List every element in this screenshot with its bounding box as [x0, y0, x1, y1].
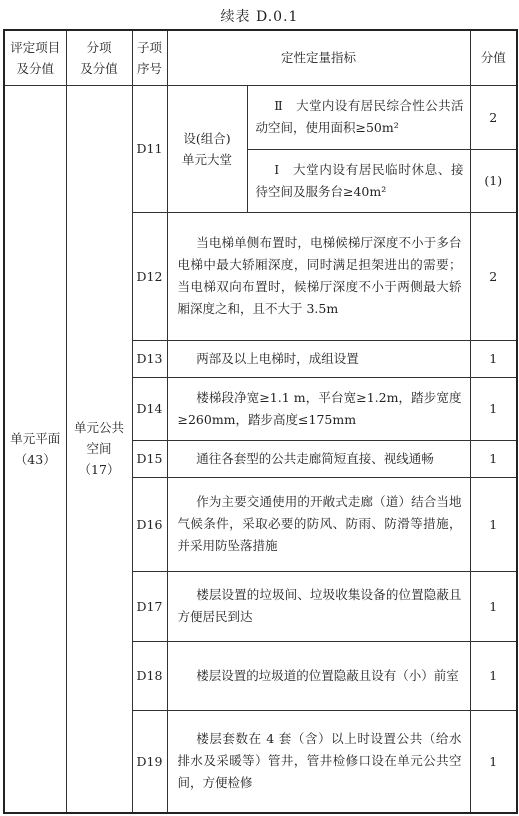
header-item [4, 30, 66, 85]
table-row [4, 85, 517, 149]
table-caption: 续表 D.0.1 [220, 9, 299, 25]
d11-option-1-score: (1) [470, 149, 517, 212]
row-text: 楼层设置的垃圾道的位置隐蔽且设有（小）前室 [167, 641, 470, 710]
subcategory-score: （17） [78, 462, 120, 478]
row-text: 当电梯单侧布置时，电梯候梯厅深度不小于多台电梯中最大轿厢深度，同时满足担架进出的需要；当电梯双向布置时，候梯厅深度不小于两侧最大轿厢深度之和，且不大于 3.5m [167, 212, 470, 340]
row-id: D12 [132, 212, 167, 340]
header-indicator: 定性定量指标 [167, 30, 470, 85]
subcategory-cell [66, 85, 132, 813]
d11-label [167, 85, 247, 212]
row-score: 1 [470, 477, 517, 571]
d11-option-1-text: Ⅰ 大堂内设有居民临时休息、接待空间及服务台≥40m² [247, 149, 470, 212]
d11-option-2-text: Ⅱ 大堂内设有居民综合性公共活动空间，使用面积≥50m² [247, 85, 470, 149]
header-number-line1: 子项 [136, 39, 162, 55]
category-cell [4, 85, 66, 813]
row-text: 作为主要交通使用的开敞式走廊（道）结合当地气候条件，采取必要的防风、防雨、防滑等措施，并采用防坠落措施 [167, 477, 470, 571]
header-item-line1: 评定项目 [10, 39, 61, 55]
header-number [132, 30, 167, 85]
row-text: 楼层设置的垃圾间、垃圾收集设备的位置隐蔽且方便居民到达 [167, 571, 470, 641]
row-score: 1 [470, 571, 517, 641]
d11-label-line1: 设(组合) [183, 130, 231, 146]
category-score: （43） [14, 451, 56, 467]
row-id: D16 [132, 477, 167, 571]
row-score: 1 [470, 340, 517, 377]
row-text: 两部及以上电梯时，成组设置 [167, 340, 470, 377]
row-text: 通往各套型的公共走廊简短直接、视线通畅 [167, 440, 470, 477]
row-id: D18 [132, 641, 167, 710]
subcategory-name-line2: 空间 [86, 441, 112, 457]
evaluation-table [3, 29, 518, 814]
row-score: 2 [470, 212, 517, 340]
header-row [4, 30, 517, 85]
row-id: D17 [132, 571, 167, 641]
row-score: 1 [470, 641, 517, 710]
row-id: D19 [132, 710, 167, 813]
row-id: D13 [132, 340, 167, 377]
header-subitem [66, 30, 132, 85]
row-score: 1 [470, 710, 517, 813]
d11-option-2-score: 2 [470, 85, 517, 149]
subcategory-name: 单元公共 [73, 420, 124, 436]
header-subitem-line1: 分项 [86, 39, 112, 55]
header-number-line2: 序号 [136, 60, 162, 76]
row-id: D11 [132, 85, 167, 212]
row-text: 楼层套数在 4 套（含）以上时设置公共（给水排水及采暖等）管井，管井检修口设在单元公共空间，方便检修 [167, 710, 470, 813]
row-text: 楼梯段净宽≥1.1 m，平台宽≥1.2m，踏步宽度≥260mm，踏步高度≤175mm [167, 377, 470, 440]
row-score: 1 [470, 440, 517, 477]
category-name: 单元平面 [10, 430, 61, 446]
row-id: D15 [132, 440, 167, 477]
header-item-line2: 及分值 [16, 60, 54, 76]
header-score: 分值 [470, 30, 517, 85]
row-score: 1 [470, 377, 517, 440]
d11-label-line2: 单元大堂 [181, 151, 232, 167]
header-subitem-line2: 及分值 [80, 60, 118, 76]
row-id: D14 [132, 377, 167, 440]
